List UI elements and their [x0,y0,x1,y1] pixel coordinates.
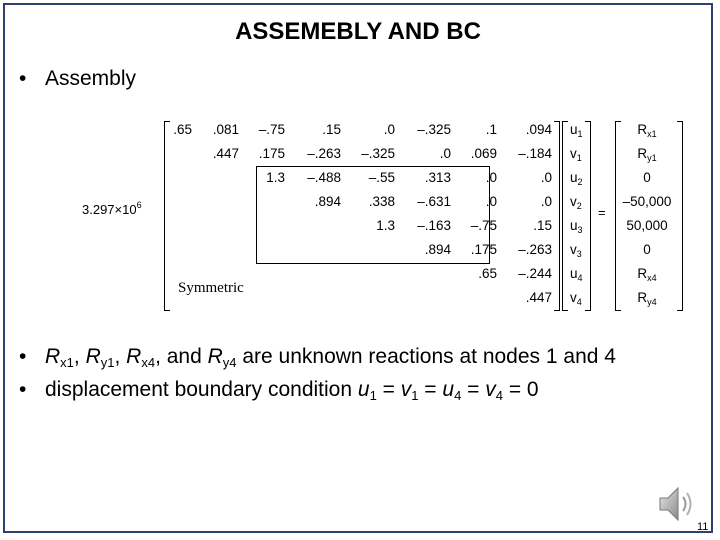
matrix-cell: .094 [525,122,552,137]
separator: , and [155,345,208,368]
matrix-cell: .069 [470,146,497,161]
matrix-right-bracket [554,121,560,311]
subscript: 1 [577,129,583,139]
matrix-cell: .0 [439,146,451,161]
matrix-cell: –.244 [518,266,552,281]
matrix-cell: 1.3 [376,218,395,233]
matrix-cell: –.488 [307,170,341,185]
subscript: 4 [576,297,582,307]
matrix-scalar [82,202,142,218]
matrix-cell: .175 [258,146,285,161]
slide [3,3,713,533]
reaction-ry4-sub: y4 [222,355,237,370]
subscript: y4 [647,297,657,307]
bc-v1-sub: 1 [411,388,419,403]
rhs-entry: $R_{y4}$ [637,290,657,307]
matrix-cell: .0 [540,170,552,185]
bc-u1: u [357,378,370,401]
matrix-cell: –.163 [417,218,451,233]
bullet-dot: • [19,345,27,368]
matrix-cell: .1 [485,122,497,137]
matrix-cell: .175 [470,242,497,257]
bc-u4-sub: 4 [454,388,462,403]
matrix-cell: .447 [212,146,239,161]
rhs-entry: $R_{x1}$ [637,122,657,139]
bc-v4-sub: 4 [495,388,503,403]
subscript: 4 [577,273,583,283]
matrix-cell: 1.3 [266,170,285,185]
unknown-entry: $v_1$ [570,146,582,163]
subscript: y1 [647,153,657,163]
subscript: 2 [576,201,582,211]
matrix-cell: .15 [322,122,341,137]
bc-equals: = [418,378,443,401]
reaction-ry4: R [207,345,223,368]
reaction-rx1-sub: x1 [60,355,74,370]
matrix-left-bracket [164,121,170,311]
subscript: x4 [647,273,657,283]
rhs-entry: $R_{y1}$ [637,146,657,163]
matrix-cell: .447 [525,290,552,305]
separator: , [73,345,86,368]
separator: , [114,345,127,368]
matrix-cell: –.263 [307,146,341,161]
bc-v1: v [400,378,412,401]
reactions-text: are unknown reactions at nodes 1 and 4 [236,345,616,368]
bc-tail: = 0 [503,378,539,401]
unknown-entry: $u_3$ [570,218,583,235]
matrix-cell: –.75 [258,122,285,137]
bc-equals: = [376,378,401,401]
bc-u1-sub: 1 [369,388,377,403]
scalar-base: 3.297×10 [82,202,137,217]
rhs-entry: –50,000 [622,194,672,209]
bc-v4: v [485,378,496,401]
equals-sign: = [598,205,606,220]
subscript: 1 [576,153,582,163]
bullet-dot: • [19,378,27,401]
rhs-entry: 0 [643,242,651,257]
subscript: 3 [577,225,583,235]
matrix-cell: .338 [368,194,395,209]
rhs-entry: 50,000 [626,218,668,233]
matrix-cell: .0 [540,194,552,209]
matrix-cell: –.75 [470,218,497,233]
matrix-cell: –.263 [518,242,552,257]
reaction-rx4-sub: x4 [141,355,156,370]
reaction-ry1: R [85,345,101,368]
subscript: 3 [576,249,582,259]
matrix-cell: .894 [314,194,341,209]
subscript: x1 [647,129,657,139]
matrix-cell: .65 [478,266,497,281]
reaction-rx1: R [45,345,61,368]
matrix-cell: .65 [173,122,192,137]
bullet-assembly [19,67,136,91]
reaction-ry1-sub: y1 [100,355,115,370]
bullet-boundary-condition [19,378,539,402]
matrix-cell: .15 [533,218,552,233]
scalar-exponent: 6 [136,200,142,210]
matrix-cell: –.631 [417,194,451,209]
subscript: 2 [577,177,583,187]
symmetric-label: Symmetric [178,280,244,296]
unknown-entry: $u_2$ [570,170,583,187]
unknown-entry: $v_2$ [570,194,582,211]
matrix-cell: –.325 [417,122,451,137]
speaker-icon[interactable] [657,482,695,526]
matrix-cell: .894 [424,242,451,257]
unknown-entry: $u_1$ [570,122,583,139]
matrix-cell: .0 [485,170,497,185]
matrix-cell: –.184 [518,146,552,161]
unknowns-left-bracket [562,121,568,311]
page-number: 11 [697,521,709,533]
matrix-cell: –.55 [368,170,395,185]
bullet-reactions [19,345,616,369]
unknown-entry: $v_3$ [570,242,582,259]
matrix-cell: .313 [424,170,451,185]
bc-text: displacement boundary condition [45,378,358,401]
bullet-assembly-text: Assembly [45,67,137,90]
unknown-entry: $v_4$ [570,290,582,307]
rhs-entry: 0 [643,170,651,185]
matrix-cell: .0 [383,122,395,137]
rhs-entry: $R_{x4}$ [637,266,657,283]
slide-title: ASSEMEBLY AND BC [235,18,481,45]
matrix-cell: .0 [485,194,497,209]
matrix-cell: .081 [212,122,239,137]
bc-u4: u [442,378,455,401]
unknown-entry: $u_4$ [570,266,583,283]
bc-equals: = [461,378,486,401]
reaction-rx4: R [126,345,142,368]
bullet-dot: • [19,67,27,90]
matrix-cell: –.325 [361,146,395,161]
